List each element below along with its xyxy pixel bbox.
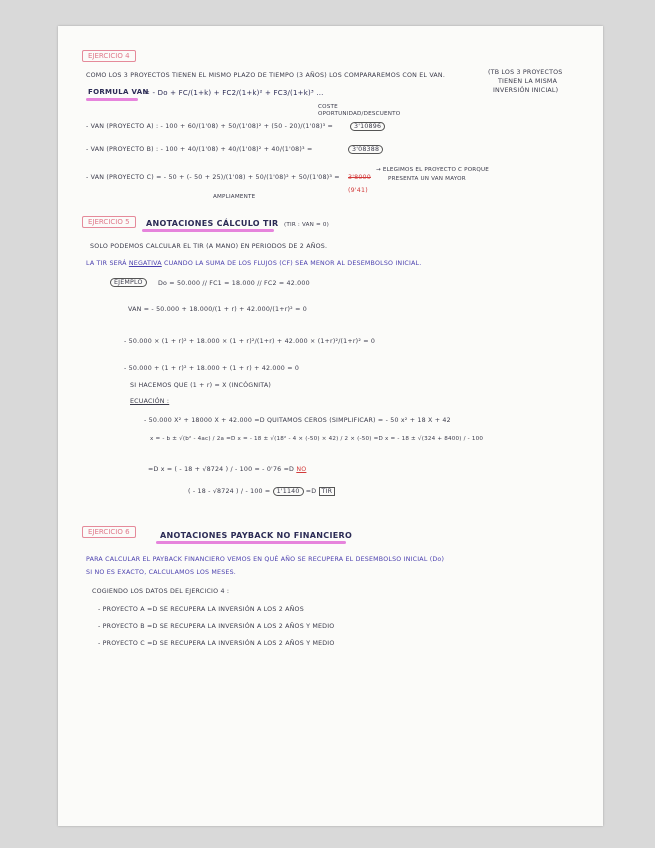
tir-eq-7b-tag: TIR	[319, 487, 336, 496]
tir-line-1: SOLO PODEMOS CALCULAR EL TIR (A MANO) EN PERIODOS DE 2 AÑOS.	[90, 243, 328, 250]
ex4-note-3: INVERSIÓN INICIAL)	[493, 87, 559, 94]
tir-title-note: (TIR : VAN = 0)	[284, 222, 330, 228]
formula-van: = - Do + FC/(1+k) + FC2/(1+k)² + FC3/(1+k)³ ...	[144, 89, 324, 97]
ex4-note-1: (TB LOS 3 PROYECTOS	[488, 69, 563, 76]
payback-title-highlight	[156, 541, 346, 544]
payback-line-1: PARA CALCULAR EL PAYBACK FINANCIERO VEMOS EN QUÉ AÑO SE RECUPERA EL DESEMBOLSO INICIAL (Do)	[86, 556, 445, 563]
van-c-result: (9'41)	[348, 187, 368, 194]
van-c-conclusion-1: → ELEGIMOS EL PROYECTO C PORQUE	[376, 167, 490, 173]
exercise-5-heading: EJERCICIO 5	[82, 216, 136, 228]
payback-item-a: - PROYECTO A =D SE RECUPERA LA INVERSIÓN A LOS 2 AÑOS	[98, 606, 304, 613]
payback-line-2: SI NO ES EXACTO, CALCULAMOS LOS MESES.	[86, 569, 236, 576]
payback-item-c: - PROYECTO C =D SE RECUPERA LA INVERSIÓN A LOS 2 AÑOS Y MEDIO	[98, 640, 335, 647]
van-a: - VAN (PROYECTO A) : - 100 + 60/(1'08) + 50/(1'08)² + (50 - 20)/(1'08)³ =	[86, 123, 334, 130]
tir-eq-4: SI HACEMOS QUE (1 + r) = X (INCÓGNITA)	[130, 382, 272, 389]
ejemplo-data: Do = 50.000 // FC1 = 18.000 // FC2 = 42.000	[158, 280, 310, 287]
tir-eq-6: x = - b ± √(b² - 4ac) / 2a =D x = - 18 ± √(18² - 4 × (-50) × 42) / 2 × (-50) =D x = - 18 ± √(324 + 8400) / - 100	[150, 436, 484, 442]
tir-eq-2: - 50.000 × (1 + r)² + 18.000 × (1 + r)²/(1+r) + 42.000 × (1+r)²/(1+r)² = 0	[124, 338, 376, 345]
tir-eq-5: - 50.000 X² + 18000 X + 42.000 =D QUITAMOS CEROS (SIMPLIFICAR) = - 50 x² + 18 X + 42	[144, 417, 451, 424]
tir-eq-7b-text: ( - 18 - √8724 ) / - 100 =	[188, 488, 271, 495]
tir-eq-1: VAN = - 50.000 + 18.000/(1 + r) + 42.000/(1+r)² = 0	[128, 306, 307, 313]
tir-eq-7b: ( - 18 - √8724 ) / - 100 = 1'1140 =D TIR	[188, 488, 335, 495]
tir-line-2b: NEGATIVA	[128, 260, 162, 267]
tir-eq-7b-value: 1'1140	[273, 487, 304, 496]
van-b-result: 3'08388	[348, 145, 383, 154]
coste-label-2: OPORTUNIDAD/DESCUENTO	[318, 111, 401, 117]
payback-line-3: COGIENDO LOS DATOS DEL EJERCICIO 4 :	[92, 588, 230, 595]
tir-eq-7a	[148, 466, 306, 473]
van-b: - VAN (PROYECTO B) : - 100 + 40/(1'08) + 40/(1'08)² + 40/(1'08)³ =	[86, 146, 313, 153]
coste-label: COSTE	[318, 104, 338, 110]
tir-title-highlight	[142, 229, 274, 232]
van-c-struck: 3'8000	[348, 174, 371, 181]
tir-eq-3: - 50.000 + (1 + r)² + 18.000 + (1 + r) + 42.000 = 0	[124, 365, 300, 372]
ejemplo-label: EJEMPLO	[110, 278, 147, 287]
tir-eq-7a-text: =D x = ( - 18 + √8724 ) / - 100 = - 0'76 =D	[148, 466, 295, 473]
formula-label: FORMULA VAN	[88, 88, 149, 96]
tir-title: ANOTACIONES CÁLCULO TIR	[146, 219, 279, 228]
exercise-4-heading: EJERCICIO 4	[82, 50, 136, 62]
ex4-intro: COMO LOS 3 PROYECTOS TIENEN EL MISMO PLAZO DE TIEMPO (3 AÑOS) LOS COMPARAREMOS CON EL VAN.	[86, 72, 446, 79]
van-c-conclusion-2: PRESENTA UN VAN MAYOR	[388, 176, 466, 182]
formula-highlight	[86, 98, 138, 101]
tir-line-2c: CUANDO LA SUMA DE LOS FLUJOS (CF) SEA MENOR AL DESEMBOLSO INICIAL.	[163, 260, 422, 267]
exercise-6-heading: EJERCICIO 6	[82, 526, 136, 538]
van-c: - VAN (PROYECTO C) = - 50 + (- 50 + 25)/(1'08) + 50/(1'08)² + 50/(1'08)³ =	[86, 174, 340, 181]
payback-item-b: - PROYECTO B =D SE RECUPERA LA INVERSIÓN A LOS 2 AÑOS Y MEDIO	[98, 623, 335, 630]
notebook-page	[58, 26, 603, 826]
payback-title: ANOTACIONES PAYBACK NO FINANCIERO	[160, 531, 353, 540]
tir-line-2a: LA TIR SERÁ	[86, 260, 127, 267]
van-a-result: 3'10896	[350, 122, 385, 131]
van-c-note: AMPLIAMENTE	[213, 194, 256, 200]
tir-line-2	[86, 260, 421, 267]
ecuacion-label: ECUACIÓN :	[130, 398, 170, 405]
ex4-note-2: TIENEN LA MISMA	[498, 78, 558, 85]
tir-eq-7a-tag: NO	[296, 466, 307, 473]
